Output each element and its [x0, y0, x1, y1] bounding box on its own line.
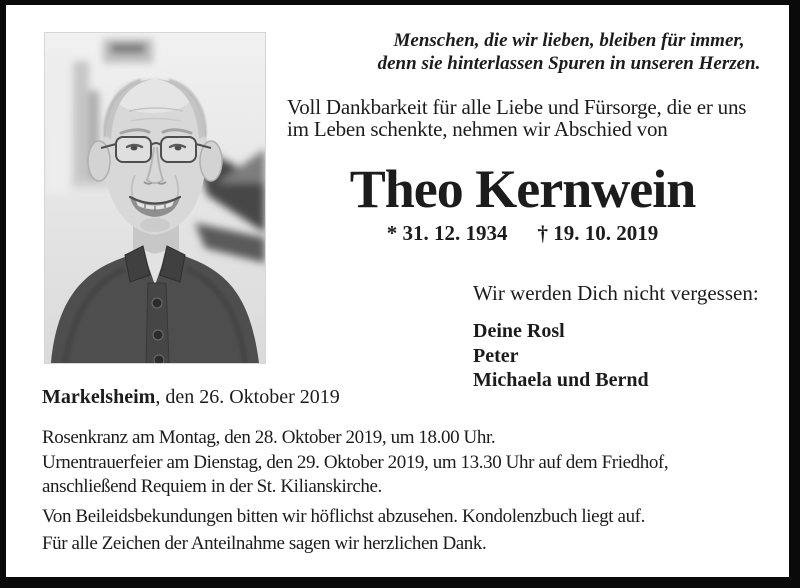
memorial-quote-line2: denn sie hinterlassen Spuren in unseren Herzen.	[377, 53, 761, 74]
service-line: Rosenkranz am Montag, den 28. Oktober 2019, um 18.00 Uhr.	[42, 427, 496, 448]
life-dates	[270, 223, 775, 244]
place-name: Markelsheim	[42, 386, 156, 408]
memorial-quote-line1: Menschen, die wir lieben, bleiben für immer,	[393, 30, 745, 51]
portrait-illustration	[45, 33, 265, 363]
place-date-line	[42, 385, 340, 409]
remembrance-heading: Wir werden Dich nicht vergessen:	[473, 281, 759, 305]
mourners-list	[473, 319, 649, 393]
death-date: † 19. 10. 2019	[537, 221, 659, 245]
service-details	[42, 426, 668, 500]
mourner-item: Michaela und Bernd	[473, 369, 649, 391]
service-line: anschließend Requiem in der St. Kilianskirche.	[42, 476, 382, 497]
farewell-intro-line2: im Leben schenkte, nehmen wir Abschied von	[287, 117, 668, 141]
farewell-intro	[287, 96, 787, 140]
birth-date: * 31. 12. 1934	[386, 221, 508, 245]
condolence-note: Von Beileidsbekundungen bitten wir höflichst abzusehen. Kondolenzbuch liegt auf.	[42, 506, 645, 527]
mourner-item: Deine Rosl	[473, 320, 565, 342]
mourner-item: Peter	[473, 344, 519, 367]
deceased-name: Theo Kernwein	[349, 159, 696, 219]
portrait-photo	[45, 33, 265, 363]
farewell-intro-line1: Voll Dankbarkeit für alle Liebe und Fürsorge, die er uns	[287, 95, 747, 119]
service-line: Urnentrauerfeier am Dienstag, den 29. Oktober 2019, um 13.30 Uhr auf dem Friedhof,	[42, 451, 669, 473]
memorial-quote	[368, 29, 770, 75]
thanks-note: Für alle Zeichen der Anteilnahme sagen wir herzlichen Dank.	[42, 533, 487, 554]
place-date-rest: , den 26. Oktober 2019	[155, 386, 340, 408]
